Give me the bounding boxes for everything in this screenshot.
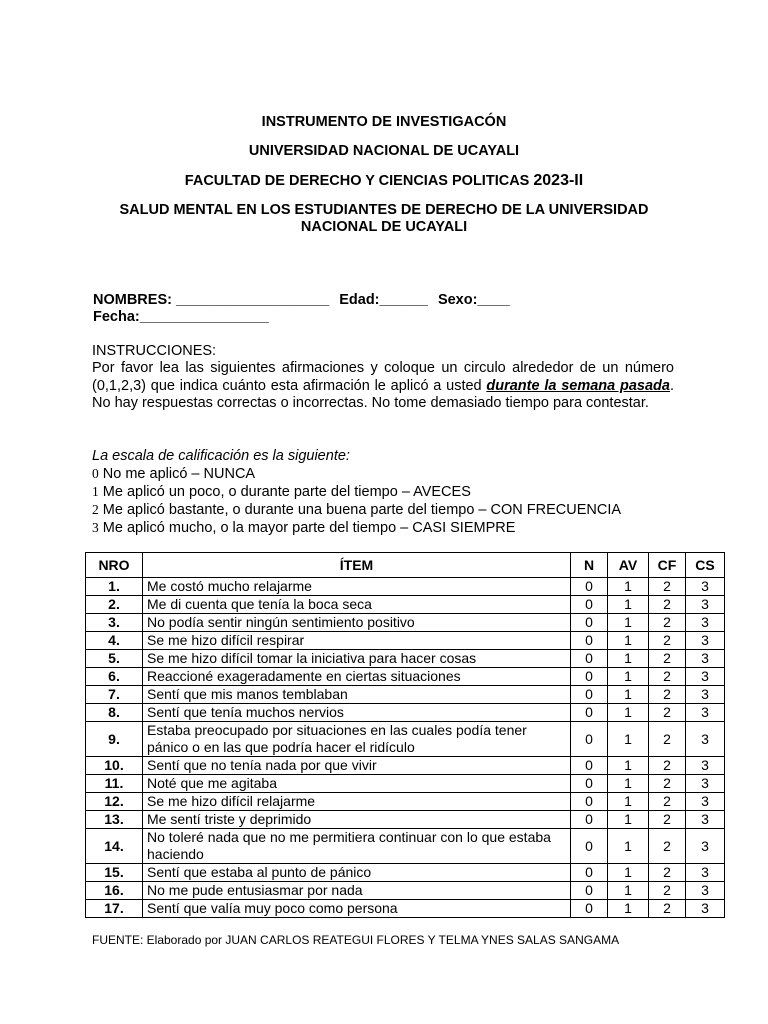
score-cs[interactable]: 3 (686, 775, 725, 793)
score-n[interactable]: 0 (571, 704, 608, 722)
score-cf[interactable]: 2 (649, 900, 686, 918)
item-text: Me costó mucho relajarme (143, 578, 571, 596)
score-cs[interactable]: 3 (686, 632, 725, 650)
score-av[interactable]: 1 (608, 596, 649, 614)
scale-text: Me aplicó mucho, o la mayor parte del tiempo – CASI SIEMPRE (102, 520, 516, 536)
score-cs[interactable]: 3 (686, 596, 725, 614)
header-cs: CS (686, 553, 725, 578)
instructions-text-after: . No hay respuestas correctas o incorrectas. No tome demasiado tiempo para contestar. (92, 377, 674, 411)
score-n[interactable]: 0 (571, 811, 608, 829)
score-cs[interactable]: 3 (686, 614, 725, 632)
faculty-year: 2023-II (533, 172, 584, 189)
item-text: Sentí que estaba al punto de pánico (143, 864, 571, 882)
instrument-title: INSTRUMENTO DE INVESTIGACÓN (261, 114, 507, 130)
score-cs[interactable]: 3 (686, 722, 725, 757)
item-number: 6. (86, 668, 143, 686)
table-row (86, 668, 725, 686)
score-cf[interactable]: 2 (649, 704, 686, 722)
table-row (86, 900, 725, 918)
score-cf[interactable]: 2 (649, 793, 686, 811)
score-av[interactable]: 1 (608, 578, 649, 596)
table-row (86, 811, 725, 829)
score-cf[interactable]: 2 (649, 882, 686, 900)
instructions-text (92, 360, 674, 413)
score-av[interactable]: 1 (608, 900, 649, 918)
scale-text: Me aplicó bastante, o durante una buena parte del tiempo – CON FRECUENCIA (102, 502, 622, 518)
table-row (86, 793, 725, 811)
score-cs[interactable]: 3 (686, 900, 725, 918)
table-row (86, 686, 725, 704)
score-av[interactable]: 1 (608, 793, 649, 811)
score-n[interactable]: 0 (571, 650, 608, 668)
score-cf[interactable]: 2 (649, 757, 686, 775)
header-nro: NRO (86, 553, 143, 578)
item-number: 1. (86, 578, 143, 596)
nombres-field[interactable]: NOMBRES: ___________________ (93, 292, 330, 308)
table-row (86, 722, 725, 757)
score-n[interactable]: 0 (571, 668, 608, 686)
score-av[interactable]: 1 (608, 811, 649, 829)
item-text: Sentí que mis manos temblaban (143, 686, 571, 704)
item-text: No podía sentir ningún sentimiento positivo (143, 614, 571, 632)
score-cs[interactable]: 3 (686, 578, 725, 596)
score-cf[interactable]: 2 (649, 596, 686, 614)
university-title: UNIVERSIDAD NACIONAL DE UCAYALI (248, 143, 520, 159)
fecha-field[interactable]: Fecha:________________ (93, 309, 269, 325)
score-cf[interactable]: 2 (649, 864, 686, 882)
item-text: Sentí que valía muy poco como persona (143, 900, 571, 918)
item-number: 15. (86, 864, 143, 882)
table-row (86, 596, 725, 614)
header-item: ÍTEM (143, 553, 571, 578)
item-number: 8. (86, 704, 143, 722)
score-cs[interactable]: 3 (686, 882, 725, 900)
score-n[interactable]: 0 (571, 900, 608, 918)
item-text: Noté que me agitaba (143, 775, 571, 793)
score-n[interactable]: 0 (571, 596, 608, 614)
rating-scale (92, 447, 621, 537)
score-n[interactable]: 0 (571, 793, 608, 811)
score-av[interactable]: 1 (608, 829, 649, 864)
item-text: Se me hizo difícil respirar (143, 632, 571, 650)
score-cf[interactable]: 2 (649, 614, 686, 632)
item-number: 10. (86, 757, 143, 775)
score-n[interactable]: 0 (571, 829, 608, 864)
scale-number: 2 (92, 502, 99, 517)
scale-text: No me aplicó – NUNCA (102, 466, 256, 482)
score-av[interactable]: 1 (608, 632, 649, 650)
score-cs[interactable]: 3 (686, 704, 725, 722)
score-cs[interactable]: 3 (686, 811, 725, 829)
scale-number: 0 (92, 466, 99, 481)
score-av[interactable]: 1 (608, 722, 649, 757)
score-av[interactable]: 1 (608, 614, 649, 632)
table-row (86, 757, 725, 775)
table-row (86, 578, 725, 596)
score-cf[interactable]: 2 (649, 829, 686, 864)
item-text: Reaccioné exageradamente en ciertas situaciones (143, 668, 571, 686)
table-row (86, 650, 725, 668)
item-text: Me sentí triste y deprimido (143, 811, 571, 829)
score-n[interactable]: 0 (571, 757, 608, 775)
score-av[interactable]: 1 (608, 686, 649, 704)
item-text: Sentí que tenía muchos nervios (143, 704, 571, 722)
scale-item (92, 501, 621, 519)
score-av[interactable]: 1 (608, 668, 649, 686)
item-number: 3. (86, 614, 143, 632)
questionnaire-table (85, 552, 725, 918)
score-cf[interactable]: 2 (649, 722, 686, 757)
faculty-name: FACULTAD DE DERECHO Y CIENCIAS POLITICAS (184, 173, 530, 189)
score-cf[interactable]: 2 (649, 650, 686, 668)
score-n[interactable]: 0 (571, 578, 608, 596)
table-row (86, 864, 725, 882)
item-text: Se me hizo difícil relajarme (143, 793, 571, 811)
score-cf[interactable]: 2 (649, 686, 686, 704)
score-av[interactable]: 1 (608, 882, 649, 900)
scale-item (92, 519, 621, 537)
table-row (86, 614, 725, 632)
score-n[interactable]: 0 (571, 632, 608, 650)
header-av: AV (608, 553, 649, 578)
score-cs[interactable]: 3 (686, 757, 725, 775)
item-text: No toleré nada que no me permitiera continuar con lo que estaba haciendo (143, 829, 571, 864)
score-n[interactable]: 0 (571, 864, 608, 882)
instructions-emphasis: durante la semana pasada (486, 377, 670, 394)
item-number: 11. (86, 775, 143, 793)
header-n: N (571, 553, 608, 578)
table-header-row (86, 553, 725, 578)
score-cs[interactable]: 3 (686, 829, 725, 864)
score-n[interactable]: 0 (571, 882, 608, 900)
score-n[interactable]: 0 (571, 722, 608, 757)
table-row (86, 829, 725, 864)
scale-number: 1 (92, 484, 99, 499)
instructions-text-before: Por favor lea las siguientes afirmaciones y coloque un circulo alrededor de un número (0,1,2,3) que indica cuánto esta afirmación le aplicó a usted (92, 360, 674, 394)
score-n[interactable]: 0 (571, 775, 608, 793)
score-n[interactable]: 0 (571, 686, 608, 704)
item-number: 17. (86, 900, 143, 918)
header-cf: CF (649, 553, 686, 578)
item-text: Sentí que no tenía nada por que vivir (143, 757, 571, 775)
item-number: 12. (86, 793, 143, 811)
scale-item (92, 465, 621, 483)
score-cs[interactable]: 3 (686, 793, 725, 811)
item-text: Me di cuenta que tenía la boca seca (143, 596, 571, 614)
scale-text: Me aplicó un poco, o durante parte del tiempo – AVECES (102, 484, 471, 500)
item-text: Se me hizo difícil tomar la iniciativa para hacer cosas (143, 650, 571, 668)
table-row (86, 882, 725, 900)
item-number: 9. (86, 722, 143, 757)
score-cf[interactable]: 2 (649, 775, 686, 793)
score-av[interactable]: 1 (608, 704, 649, 722)
edad-field[interactable]: Edad:______ (339, 292, 428, 308)
score-cs[interactable]: 3 (686, 668, 725, 686)
scale-heading: La escala de calificación es la siguiente: (92, 448, 350, 464)
study-title: SALUD MENTAL EN LOS ESTUDIANTES DE DERECHO DE LA UNIVERSIDAD NACIONAL DE UCAYALI (119, 202, 649, 235)
item-number: 4. (86, 632, 143, 650)
instructions-heading: INSTRUCCIONES: (92, 343, 217, 359)
item-number: 5. (86, 650, 143, 668)
score-cs[interactable]: 3 (686, 650, 725, 668)
item-number: 13. (86, 811, 143, 829)
table-row (86, 704, 725, 722)
respondent-fields (93, 292, 516, 326)
score-cf[interactable]: 2 (649, 811, 686, 829)
source-note: FUENTE: Elaborado por JUAN CARLOS REATEGUI FLORES Y TELMA YNES SALAS SANGAMA (92, 933, 620, 947)
score-cs[interactable]: 3 (686, 686, 725, 704)
item-text: Estaba preocupado por situaciones en las cuales podía tener pánico o en las que podría hacer el ridículo (143, 722, 571, 757)
scale-number: 3 (92, 520, 99, 535)
item-number: 14. (86, 829, 143, 864)
item-number: 2. (86, 596, 143, 614)
score-av[interactable]: 1 (608, 757, 649, 775)
score-av[interactable]: 1 (608, 650, 649, 668)
score-av[interactable]: 1 (608, 864, 649, 882)
table-row (86, 632, 725, 650)
table-row (86, 775, 725, 793)
item-text: No me pude entusiasmar por nada (143, 882, 571, 900)
score-cf[interactable]: 2 (649, 578, 686, 596)
faculty-title (0, 172, 768, 190)
score-av[interactable]: 1 (608, 775, 649, 793)
score-n[interactable]: 0 (571, 614, 608, 632)
item-number: 16. (86, 882, 143, 900)
score-cf[interactable]: 2 (649, 668, 686, 686)
score-cs[interactable]: 3 (686, 864, 725, 882)
scale-item (92, 483, 621, 501)
sexo-field[interactable]: Sexo:____ (437, 292, 510, 308)
item-number: 7. (86, 686, 143, 704)
score-cf[interactable]: 2 (649, 632, 686, 650)
